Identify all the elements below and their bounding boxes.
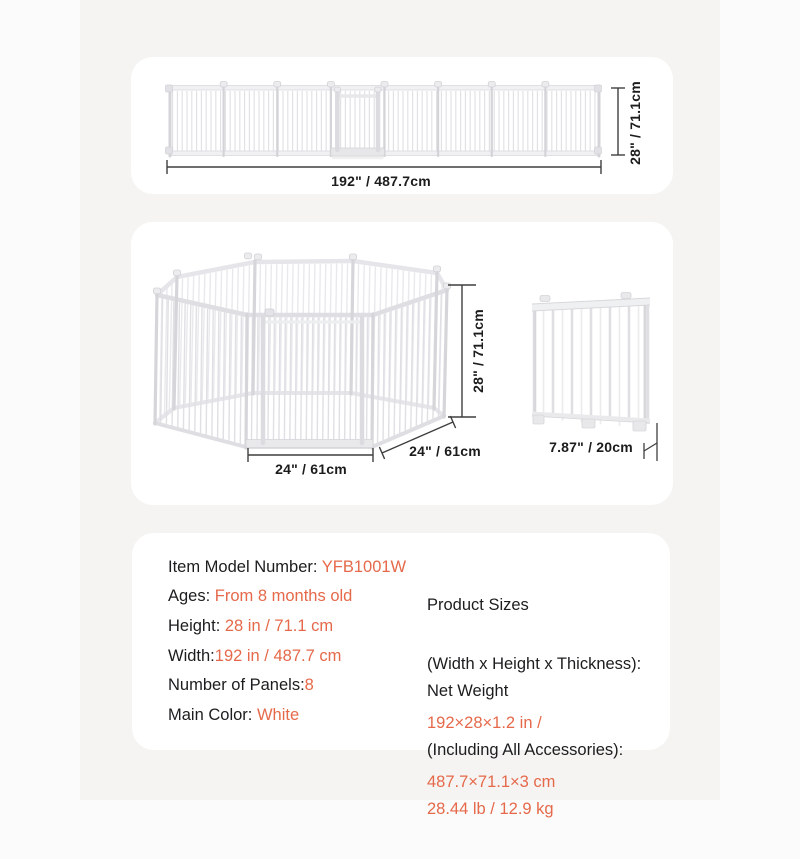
spec-value: White xyxy=(256,706,300,724)
playpen-drawing xyxy=(153,253,450,448)
spec-row-panels xyxy=(168,674,314,696)
spec-label: Main Color: xyxy=(168,706,257,724)
folded-depth-label: 7.87" / 20cm xyxy=(549,439,633,455)
spec-label: Number of Panels: xyxy=(168,676,305,694)
fence-drawing xyxy=(166,82,602,160)
spec-value: YFB1001W xyxy=(321,558,407,576)
spec-label: Item Model Number: xyxy=(168,558,322,576)
spec-row-height xyxy=(168,615,333,637)
specs-card xyxy=(132,533,670,818)
spec-row-ages xyxy=(168,585,352,607)
spec-line: (Width x Height x Thickness): xyxy=(427,654,642,673)
spec-line: 487.7×71.1×3 cm xyxy=(427,772,556,791)
spec-value: 192 in / 487.7 cm xyxy=(214,647,342,665)
spec-row-color xyxy=(168,704,299,726)
pen-side-width-label: 24" / 61cm xyxy=(409,443,481,459)
pen-height-label: 28" / 71.1cm xyxy=(470,309,486,393)
folded-panel-drawing xyxy=(532,293,650,432)
spec-value: 28 in / 71.1 cm xyxy=(224,617,334,635)
spec-line: (Including All Accessories): xyxy=(427,740,624,759)
spec-line: 28.44 lb / 12.9 kg xyxy=(427,799,554,818)
playpen-diagram xyxy=(131,222,673,505)
spec-row-width xyxy=(168,645,341,667)
spec-label: Height: xyxy=(168,617,225,635)
spec-line: Net Weight xyxy=(427,682,509,701)
spec-row-model xyxy=(168,556,406,578)
spec-label: Width: xyxy=(168,647,215,665)
pen-front-width-label: 24" / 61cm xyxy=(275,461,347,477)
spec-line: Product Sizes xyxy=(427,596,529,615)
fence-height-label: 28" / 71.1cm xyxy=(627,81,643,165)
spec-label: Ages: xyxy=(168,587,215,605)
fence-diagram xyxy=(131,57,673,194)
spec-value: 8 xyxy=(304,676,314,694)
spec-line: 192×28×1.2 in / xyxy=(427,713,542,732)
fence-width-label: 192" / 487.7cm xyxy=(331,173,431,189)
spec-value: From 8 months old xyxy=(214,587,353,605)
net-weight-block xyxy=(427,643,623,859)
fence-size-card xyxy=(131,57,673,194)
playpen-size-card xyxy=(131,222,673,505)
